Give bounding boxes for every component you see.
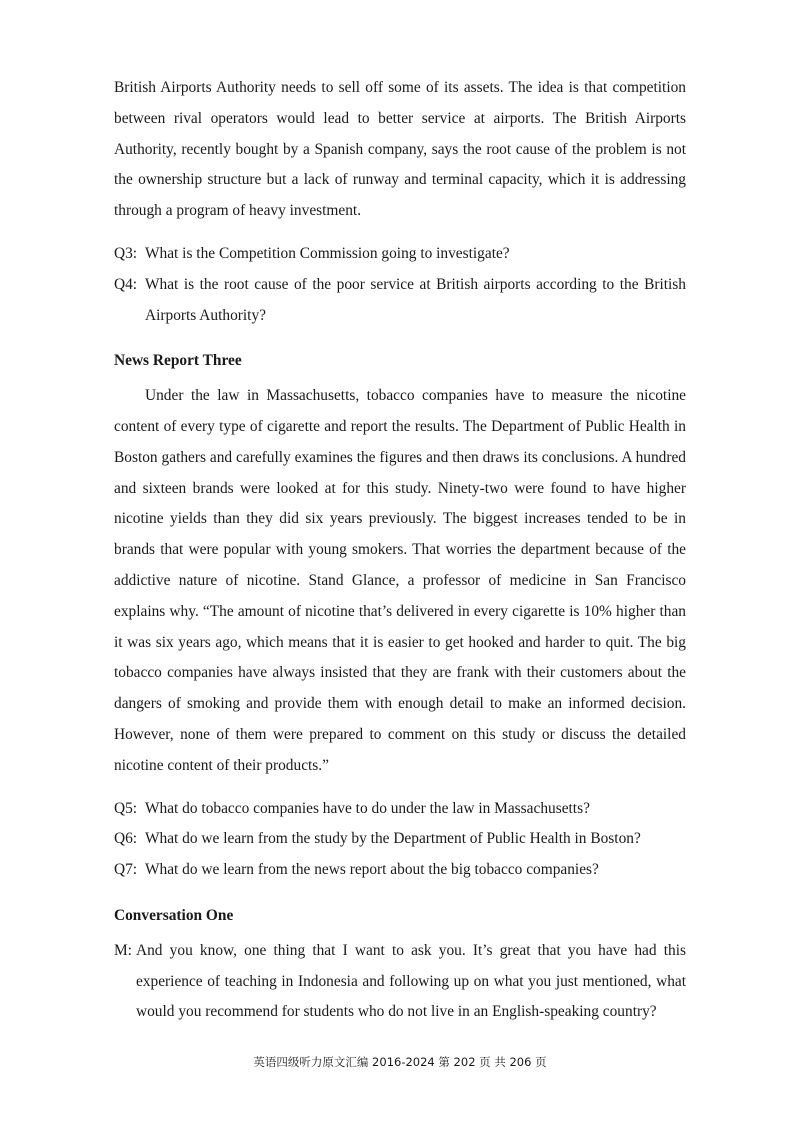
- question-q3: [114, 239, 686, 270]
- question-q5: [114, 794, 686, 825]
- question-text: What is the root cause of the poor service at British airports according to the British Airports Authority?: [145, 275, 686, 324]
- report-two-paragraph: British Airports Authority needs to sell off some of its assets. The idea is that competition between rival operators would lead to better service at airports. The British Airports Authority, recently bought by a Spanish company, says the root cause of the problem is not the ownership structure but a lack of runway and terminal capacity, which it is addressing through a program of heavy investment.: [114, 79, 686, 220]
- question-text: What do we learn from the news report about the big tobacco companies?: [145, 861, 599, 879]
- question-q4: [114, 270, 686, 332]
- report-three-paragraph: Under the law in Massachusetts, tobacco companies have to measure the nicotine content of every type of cigarette and report the results. The Department of Public Health in Boston gathers and carefully examines the figures and then draws its conclusions. A hundred and sixteen brands were looked at for this study. Ninety-two were found to have higher nicotine yields than they did six years previously. The biggest increases tended to be in brands that were popular with young smokers. That worries the department because of the addictive nature of nicotine. Stand Glance, a professor of medicine in San Francisco explains why. “The amount of nicotine that’s delivered in every cigarette is 10% higher than it was six years ago, which means that it is easier to get hooked and harder to quit. The big tobacco companies have always insisted that they are frank with their customers about the dangers of smoking and provide them with enough detail to make an informed decision. However, none of them were prepared to comment on this study or discuss the detailed nicotine content of their products.”: [114, 387, 686, 774]
- document-page: [114, 73, 686, 1028]
- question-number: Q5:: [114, 799, 138, 817]
- question-list-a: [114, 239, 686, 331]
- question-number: Q7:: [114, 861, 138, 879]
- page-footer: 英语四级听力原文汇编 2016-2024 第 202 页 共 206 页: [253, 1055, 547, 1069]
- question-text: What do tobacco companies have to do under the law in Massachusetts?: [145, 799, 590, 817]
- section-heading-conversation-one: Conversation One: [114, 906, 234, 924]
- question-q6: [114, 824, 686, 855]
- question-text: What is the Competition Commission going to investigate?: [145, 244, 510, 262]
- question-number: Q4:: [114, 275, 138, 293]
- speaker-text: And you know, one thing that I want to ask you. It’s great that you have had this experience of teaching in Indonesia and following up on what you just mentioned, what would you recommend for students who do not live in an English-speaking country?: [136, 941, 686, 1021]
- question-text: What do we learn from the study by the Department of Public Health in Boston?: [145, 830, 641, 848]
- question-number: Q3:: [114, 244, 138, 262]
- section-heading-news-report-three: News Report Three: [114, 352, 242, 370]
- question-list-b: [114, 794, 686, 886]
- speaker-label: M:: [114, 941, 132, 959]
- question-number: Q6:: [114, 830, 138, 848]
- question-q7: [114, 855, 686, 886]
- conversation-line-m: [114, 936, 686, 1028]
